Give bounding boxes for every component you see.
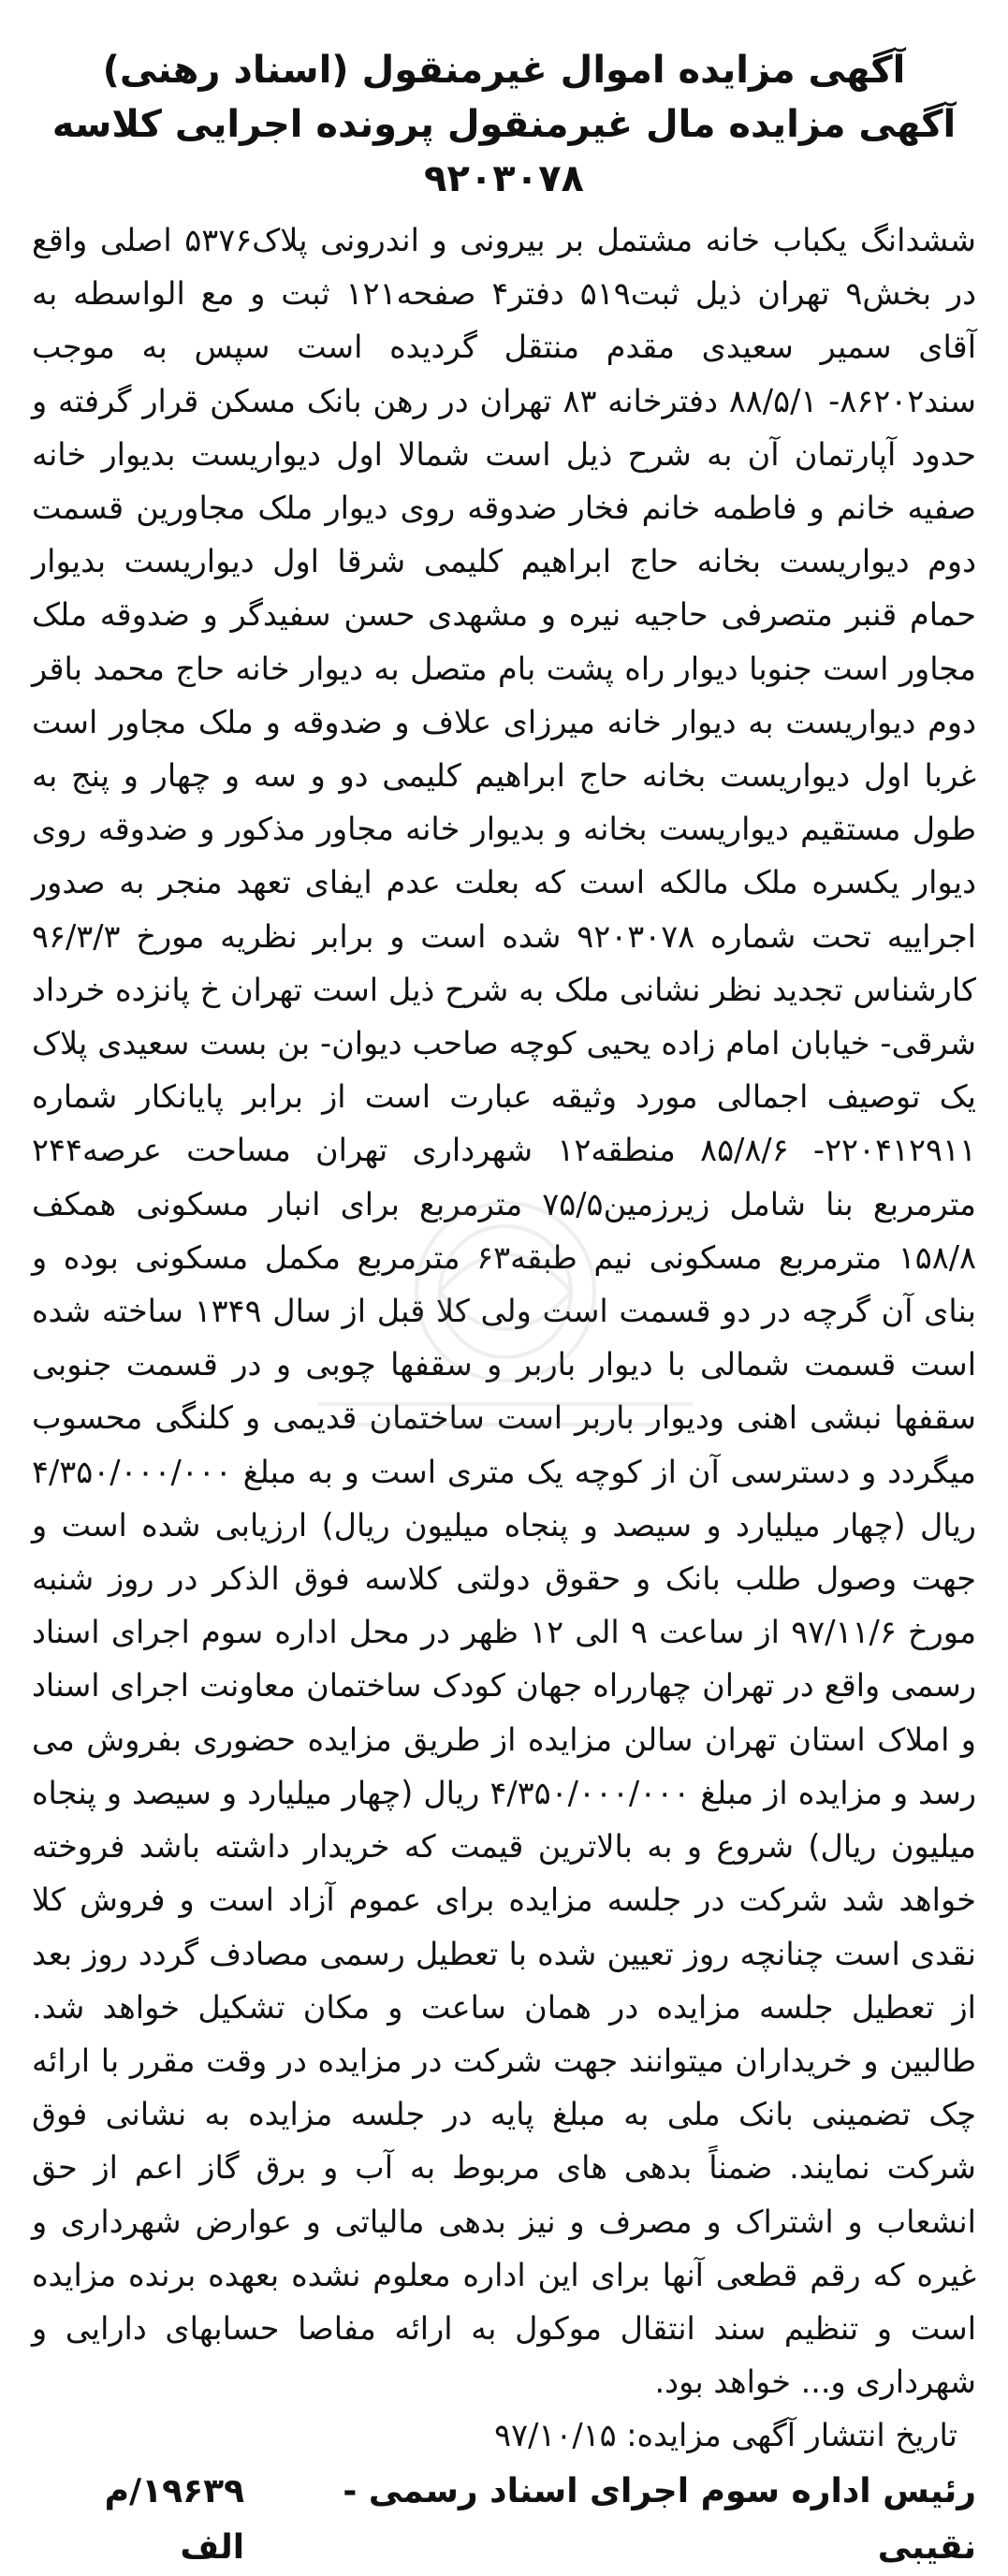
reference-code: ۱۹۶۳۹/م الف bbox=[104, 2472, 245, 2568]
publication-date: تاریخ انتشار آگهی مزایده: ۹۷/۱۰/۱۵ bbox=[494, 2417, 957, 2454]
notice-subtitle: آگهی مزایده مال غیرمنقول پرونده اجرایی کلاسه ۹۲۰۳۰۷۸ bbox=[51, 103, 957, 200]
signature: رئیس اداره سوم اجرای اسناد رسمی - نقیبی bbox=[343, 2472, 976, 2568]
notice-body: ششدانگ یکباب خانه مشتمل بر بیرونی و اندرونی پلاک۵۳۷۶ اصلی واقع در بخش۹ تهران ذیل ثبت۵۱۹ دفتر۴ صفحه۱۲۱ ثبت و مع الواسطه به آقای سمیر سعیدی مقدم منتقل گردیده است سپس به موجب سند۸۶۲۰۲- ۸۸/۵/۱ دفترخانه ۸۳ تهران در رهن بانک مسکن قرار گرفته و حدود آپارتمان آن به شرح ذیل است شمالا اول دیواریست بدیوار خانه صفیه خانم و فاطمه خانم فخار ضدوقه روی دیوار ملک مجاورین قسمت دوم دیواریست بخانه حاج ابراهیم کلیمی شرقا اول دیواریست بدیوار حمام قنبر متصرفی حاجیه نیره و مشهدی حسن سفیدگر و ضدوقه ملک مجاور است جنوبا دیوار راه پشت بام متصل به دیوار خانه حاج محمد باقر دوم دیواریست به دیوار خانه میرزای علاف و ضدوقه و ملک مجاور است غربا اول دیواریست بخانه حاج ابراهیم کلیمی دو و سه و چهار و پنج به طول مستقیم دیواریست بخانه و بدیوار خانه مجاور مذکور و ضدوقه روی دیوار یکسره ملک مالکه است که بعلت عدم ایفای تعهد منجر به صدور اجراییه تحت شماره ۹۲۰۳۰۷۸ شده است و برابر نظریه مورخ ۹۶/۳/۳ کارشناس تجدید نظر نشانی ملک به شرح ذیل است تهران خ پانزده خرداد شرقی- خیابان امام زاده یحیی کوچه صاحب دیوان- بن بست سعیدی پلاک یک توصیف اجمالی مورد وثیقه عبارت است از برابر پایانکار شماره ۲۲۰۴۱۲۹۱۱- ۸۵/۸/۶ منطقه۱۲ شهرداری تهران مساحت عرصه۲۴۴ مترمربع بنا شامل زیرزمین۷۵/۵ مترمربع برای انبار مسکونی همکف ۱۵۸/۸ مترمربع مسکونی نیم طبقه۶۳ مترمربع مکمل مسکونی بوده و بنای آن گرچه در دو قسمت است ولی کلا قبل از سال ۱۳۴۹ ساخته شده است قسمت شمالی با دیوار باربر و سقفها چوبی و در قسمت جنوبی سقفها نبشی اهنی ودیوار باربر است ساختمان قدیمی و کلنگی محسوب میگردد و دسترسی آن از کوچه یک متری است و به مبلغ ۴/۳۵۰/۰۰۰/۰۰۰ ریال (چهار میلیارد و سیصد و پنجاه میلیون ریال) ارزیابی شده است و جهت وصول طلب بانک و حقوق دولتی کلاسه فوق الذکر در روز شنبه مورخ ۹۷/۱۱/۶ از ساعت ۹ الی ۱۲ ظهر در محل اداره سوم اجرای اسناد رسمی واقع در تهران چهارراه جهان کودک ساختمان معاونت اجرای اسناد و املاک استان تهران سالن مزایده از طریق مزایده حضوری بفروش می رسد و مزایده از مبلغ ۴/۳۵۰/۰۰۰/۰۰۰ ریال (چهار میلیارد و سیصد و پنجاه میلیون ریال) شروع و به بالاترین قیمت که خریدار داشته باشد فروخته خواهد شد شرکت در جلسه مزایده برای عموم آزاد است و فروش کلا نقدی است چنانچه روز تعیین شده با تعطیل رسمی مصادف گردد روز بعد از تعطیل جلسه مزایده در همان ساعت و مکان تشکیل خواهد شد. طالبین و خریداران میتوانند جهت شرکت در مزایده در وقت مقرر با ارائه چک تضمینی بانک ملی به مبلغ پایه در جلسه مزایده به نشانی فوق شرکت نمایند. ضمناً بدهی های مربوط به آب و برق گاز اعم از حق انشعاب و اشتراک و مصرف و نیز بدهی مالیاتی و عوارض شهرداری و غیره که رقم قطعی آنها برای این اداره معلوم نشده بعهده برنده مزایده است و تنظیم سند انتقال موکول به ارائه مفاصا حسابهای دارایی و شهرداری و... خواهد بود. bbox=[32, 222, 977, 2401]
notice-footer bbox=[32, 2464, 976, 2576]
notice-title: آگهی مزایده اموال غیرمنقول (اسناد رهنی) bbox=[102, 49, 906, 92]
